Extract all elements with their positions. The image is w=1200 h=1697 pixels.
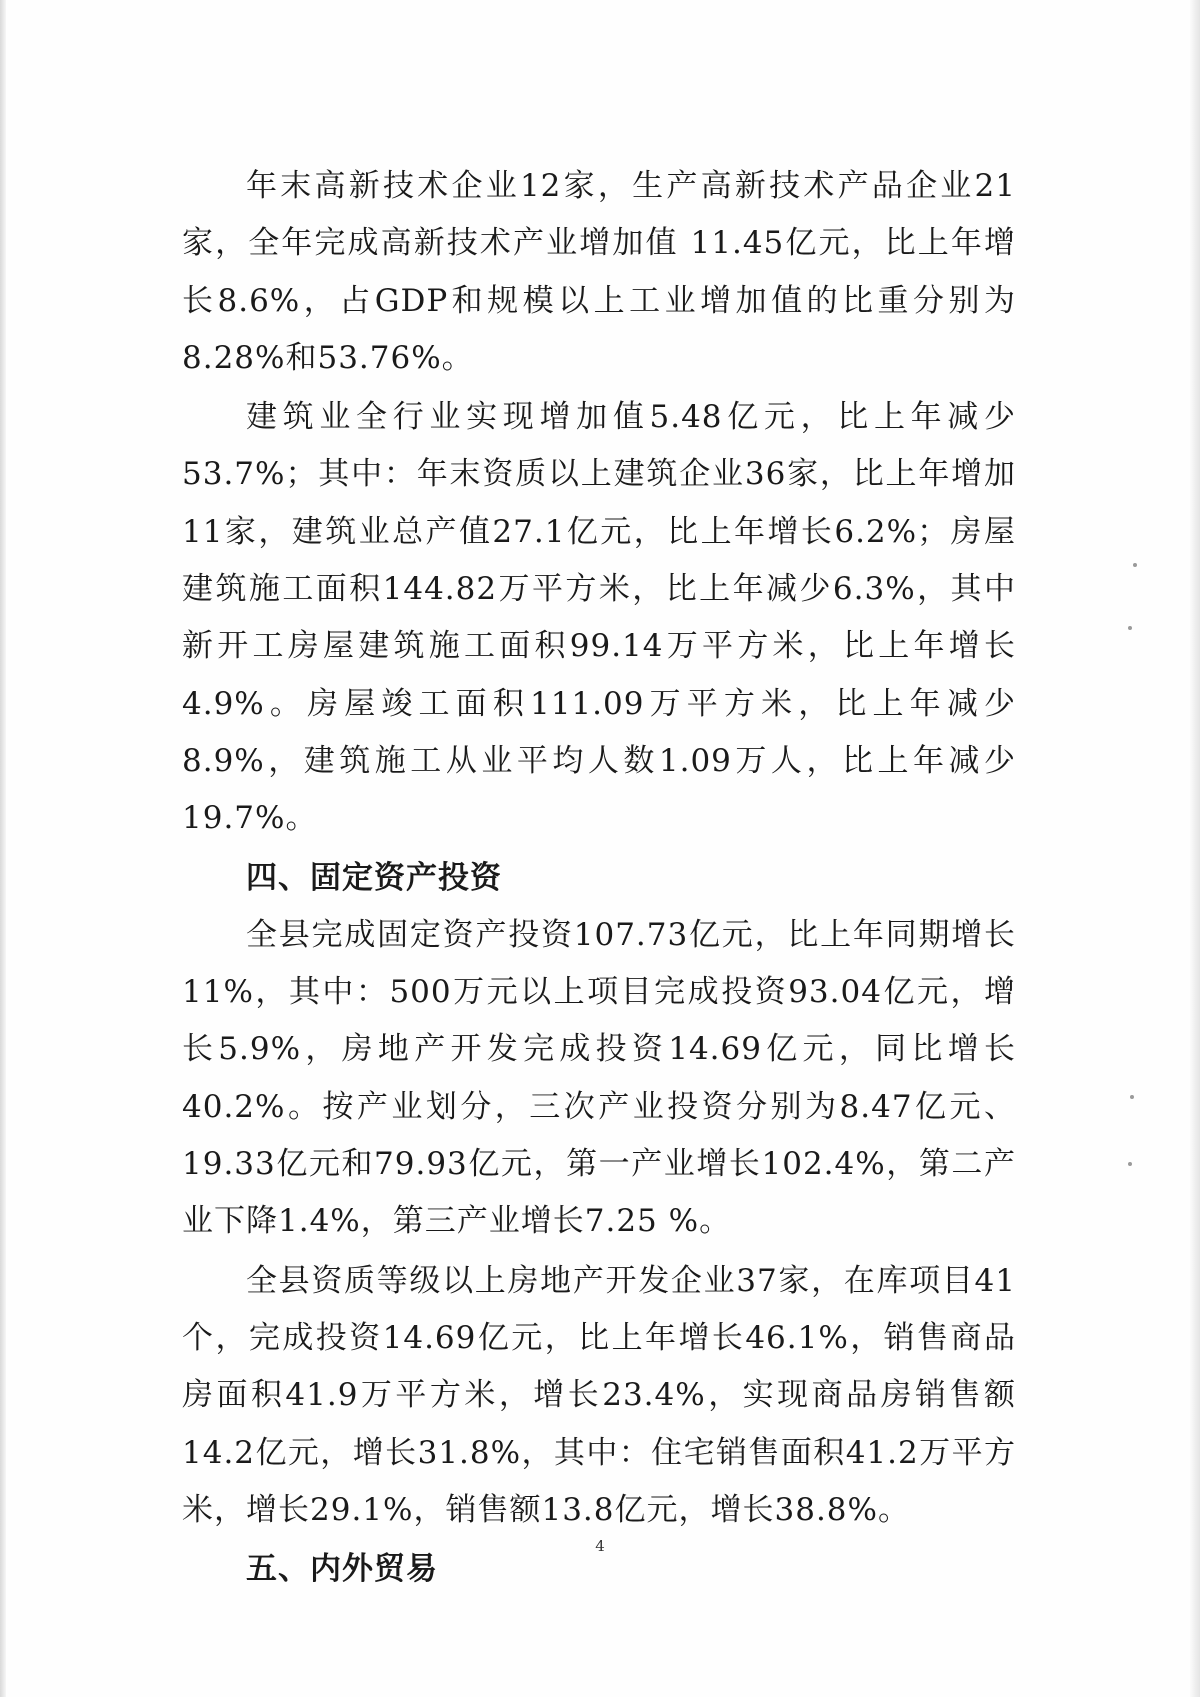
scan-speck (1130, 1095, 1134, 1099)
document-body (182, 158, 1016, 1598)
section-heading-trade: 五、内外贸易 (246, 1551, 438, 1588)
page-number: 4 (595, 1537, 605, 1555)
paragraph-fixed-asset-investment: 全县完成固定资产投资107.73亿元，比上年同期增长11%，其中：500万元以上项目完成投资93.04亿元，增长5.9%，房地产开发完成投资14.69亿元，同比增长40.2%。按产业划分，三次产业投资分别为8.47亿元、19.33亿元和79.93亿元，第一产业增长102.4%，第二产业下降1.4%，第三产业增长7.25 %。 (182, 916, 1016, 1240)
scan-speck (1133, 563, 1137, 567)
scan-speck (1128, 626, 1132, 630)
paragraph-real-estate: 全县资质等级以上房地产开发企业37家，在库项目41个，完成投资14.69亿元，比上年增长46.1%，销售商品房面积41.9万平方米，增长23.4%，实现商品房销售额14.2亿元，增长31.8%，其中：住宅销售面积41.2万平方米，增长29.1%，销售额13.8亿元，增长38.8%。 (182, 1262, 1016, 1528)
paragraph-construction: 建筑业全行业实现增加值5.48亿元，比上年减少53.7%；其中：年末资质以上建筑企业36家，比上年增加11家，建筑业总产值27.1亿元，比上年增长6.2%；房屋建筑施工面积144.82万平方米，比上年减少6.3%，其中新开工房屋建筑施工面积99.14万平方米，比上年增长4.9%。房屋竣工面积111.09万平方米，比上年减少8.9%，建筑施工从业平均人数1.09万人，比上年减少19.7%。 (182, 399, 1016, 837)
section-heading-fixed-asset-investment: 四、固定资产投资 (246, 859, 502, 896)
scan-edge-left (0, 0, 6, 1697)
scan-edge-right (1190, 0, 1200, 1697)
scan-speck (1128, 1162, 1132, 1166)
paragraph-high-tech: 年末高新技术企业12家，生产高新技术产品企业21家，全年完成高新技术产业增加值 11.45亿元，比上年增长8.6%，占GDP和规模以上工业增加值的比重分别为8.28%和53.76%。 (182, 168, 1016, 376)
